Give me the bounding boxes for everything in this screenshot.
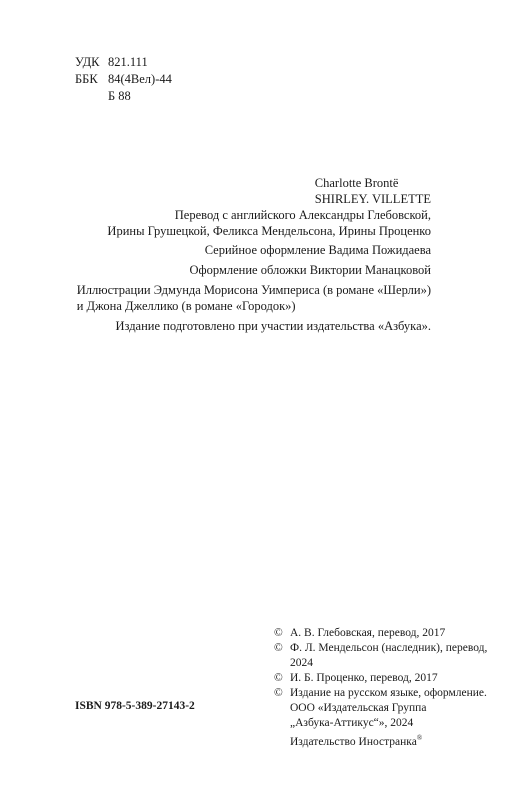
classification-block <box>75 54 172 105</box>
copyright-line: Издательство Иностранка <box>290 735 417 748</box>
translators-line-1: Перевод с английского Александры Глебовской, <box>174 208 431 222</box>
registered-mark: ® <box>416 734 423 742</box>
udk-row <box>75 54 172 71</box>
copyright-line: ООО «Издательская Группа <box>290 702 427 714</box>
translators-credit <box>107 207 431 239</box>
bbk-value: 84(4Вел)-44 <box>108 72 172 86</box>
copyright-symbol: © <box>274 672 283 684</box>
title-block <box>315 175 431 207</box>
isbn: ISBN 978-5-389-27143-2 <box>75 700 195 712</box>
cover-design-credit <box>190 262 431 278</box>
illustrations-line-1: Иллюстрации Эдмунда Морисона Уимпериса (в романе «Шерли») <box>76 283 431 297</box>
translators-line-2: Ирины Грушецкой, Феликса Мендельсона, Ирины Проценко <box>107 224 431 238</box>
original-author: Charlotte Brontё <box>314 176 399 190</box>
copyright-line: 2024 <box>290 657 313 669</box>
copyright-symbol: © <box>274 687 283 699</box>
author-mark <box>75 88 172 105</box>
series-design-credit <box>205 242 431 258</box>
copyright-text <box>290 686 487 750</box>
copyright-line: И. Б. Проценко, перевод, 2017 <box>290 672 438 684</box>
copyright-item <box>274 686 487 750</box>
udk-value: 821.111 <box>108 55 148 69</box>
illustrations-line-2: и Джона Джеллико (в романе «Городок») <box>76 299 296 313</box>
author-mark-text: Б 88 <box>108 89 131 103</box>
original-titles: SHIRLEY. VILLETTE <box>314 192 431 206</box>
series-design-text: Серийное оформление Вадима Пожидаева <box>204 243 431 257</box>
copyright-line: Ф. Л. Мендельсон (наследник), перевод, <box>290 642 488 654</box>
copyright-text <box>290 641 487 671</box>
copyright-item <box>274 671 487 686</box>
copyright-text <box>290 671 438 686</box>
copyright-line: Издание на русском языке, оформление. <box>290 687 487 699</box>
bbk-label: ББК <box>75 72 98 86</box>
copyright-line: „Азбука-Аттикус“», 2024 <box>290 717 414 729</box>
copyright-item <box>274 641 487 671</box>
illustrations-credit <box>77 282 431 314</box>
cover-design-text: Оформление обложки Виктории Манацковой <box>189 263 431 277</box>
copyright-symbol: © <box>274 642 283 654</box>
copyright-line: А. В. Глебовская, перевод, 2017 <box>290 627 446 639</box>
copyright-text <box>290 626 445 641</box>
udk-label: УДК <box>75 55 100 69</box>
participation-note <box>115 318 431 334</box>
copyright-symbol: © <box>274 627 283 639</box>
copyright-item <box>274 626 487 641</box>
bbk-row <box>75 71 172 88</box>
participation-text: Издание подготовлено при участии издательства «Азбука». <box>115 319 431 333</box>
copyright-block <box>274 626 487 750</box>
